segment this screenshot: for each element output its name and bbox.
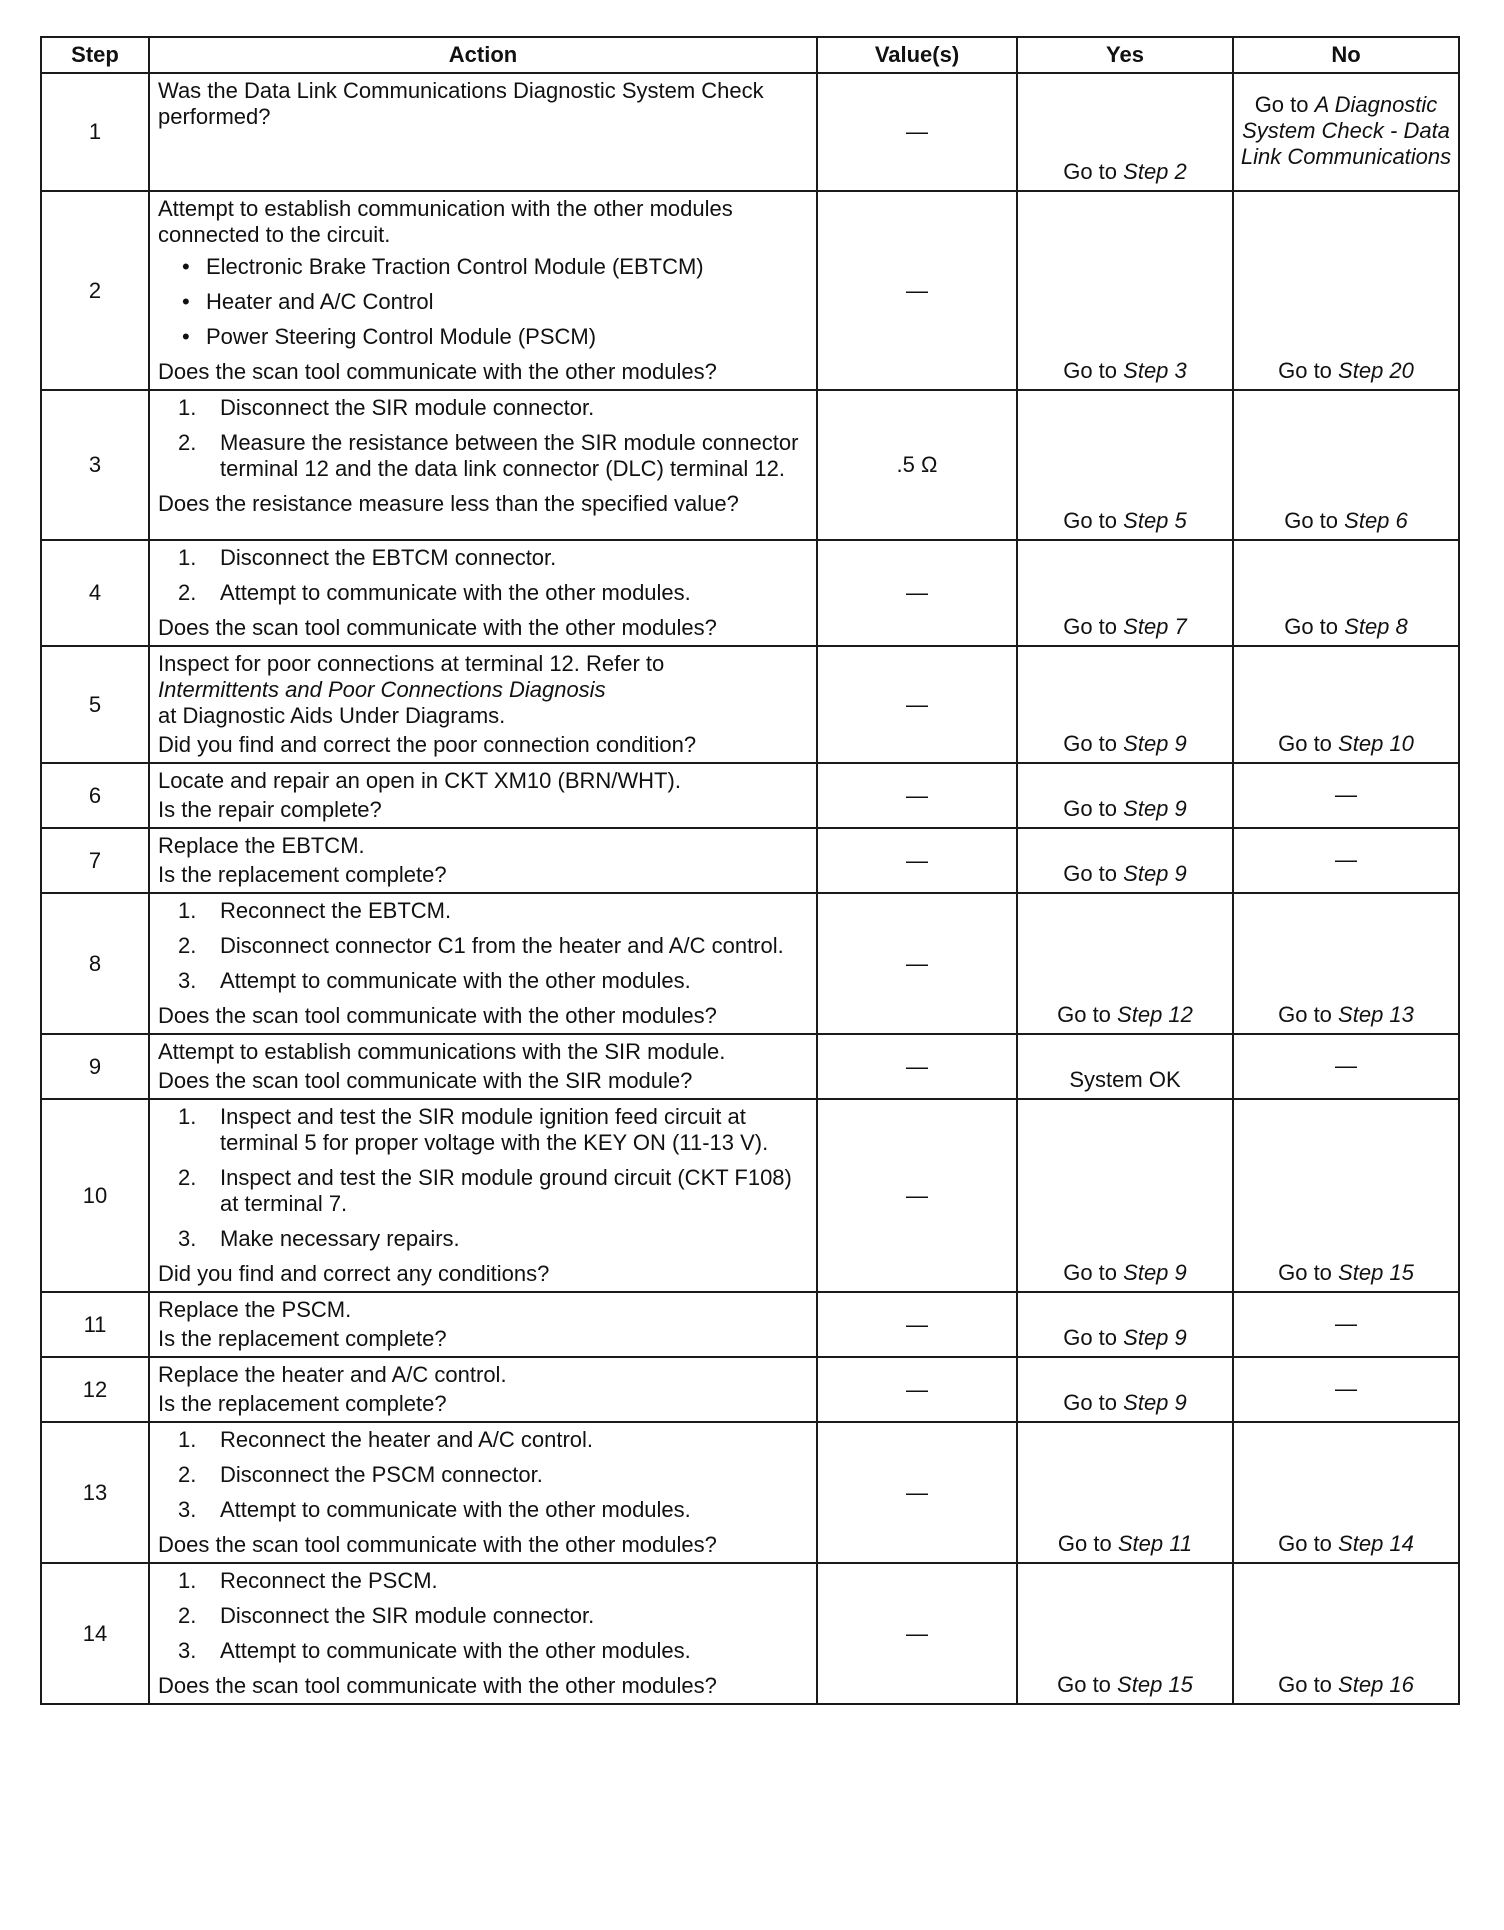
no-goto-prefix: Go to (1278, 1002, 1332, 1027)
no-step-link[interactable]: Step 14 (1338, 1531, 1414, 1556)
yes-goto-prefix: Go to (1057, 1531, 1112, 1556)
header-action: Action (149, 37, 817, 73)
step-number: 6 (41, 763, 149, 828)
no-result: — (1335, 1052, 1357, 1078)
step-number: 1 (41, 73, 149, 191)
numbered-item (158, 1104, 810, 1156)
no-cell (1233, 540, 1459, 646)
numbered-item (158, 1603, 810, 1629)
numbered-item (158, 1497, 810, 1523)
yes-goto-prefix: Go to (1063, 796, 1118, 821)
numbered-item (158, 395, 810, 421)
yes-cell (1017, 1099, 1233, 1292)
yes-cell (1017, 540, 1233, 646)
table-row (41, 1422, 1459, 1563)
action-question: Does the scan tool communicate with the other modules? (158, 1532, 717, 1557)
action-cell (149, 1357, 817, 1422)
action-intro: Was the Data Link Communications Diagnostic System Check performed? (158, 78, 764, 129)
no-cell (1233, 1563, 1459, 1704)
item-text: Reconnect the EBTCM. (220, 898, 452, 923)
yes-step-link[interactable]: Step 9 (1123, 1260, 1187, 1285)
bullet-item (158, 289, 810, 315)
table-row (41, 191, 1459, 390)
action-cell (149, 191, 817, 390)
value-cell: — (817, 1422, 1017, 1563)
yes-goto-prefix: Go to (1057, 1002, 1111, 1027)
numbered-list (158, 898, 810, 994)
step-number: 2 (41, 191, 149, 390)
yes-cell (1017, 1357, 1233, 1422)
no-goto-prefix: Go to (1278, 358, 1332, 383)
action-cell (149, 646, 817, 763)
bullet-list (158, 254, 810, 350)
step-number: 14 (41, 1563, 149, 1704)
value-cell: — (817, 540, 1017, 646)
item-text: Inspect and test the SIR module ground circuit (CKT F108) at terminal 7. (220, 1165, 792, 1216)
item-text: Make necessary repairs. (220, 1226, 460, 1251)
yes-step-link[interactable]: Step 3 (1123, 358, 1187, 383)
bullet-icon: • (182, 324, 190, 349)
value-cell: — (817, 828, 1017, 893)
step-number: 12 (41, 1357, 149, 1422)
value-cell: — (817, 1292, 1017, 1357)
yes-step-link[interactable]: Step 9 (1123, 1390, 1187, 1415)
no-step-link[interactable]: Step 13 (1338, 1002, 1414, 1027)
item-number: 2. (178, 1165, 197, 1190)
action-intro: Attempt to establish communication with the other modules connected to the circuit. (158, 196, 733, 247)
numbered-item (158, 968, 810, 994)
numbered-item (158, 1226, 810, 1252)
action-text (158, 1039, 810, 1065)
action-question: Does the scan tool communicate with the other modules? (158, 1003, 717, 1028)
table-row (41, 1099, 1459, 1292)
action-question: Does the scan tool communicate with the other modules? (158, 359, 717, 384)
no-goto-prefix: Go to (1284, 508, 1339, 533)
bullet-item (158, 324, 810, 350)
numbered-list (158, 545, 810, 606)
no-cell (1233, 1034, 1459, 1099)
no-cell (1233, 1422, 1459, 1563)
no-step-link[interactable]: Step 15 (1338, 1260, 1414, 1285)
action-text (158, 1297, 810, 1323)
no-cell (1233, 191, 1459, 390)
header-step: Step (41, 37, 149, 73)
action-text (158, 651, 810, 729)
no-cell (1233, 893, 1459, 1034)
item-number: 2. (178, 933, 197, 958)
bullet-icon: • (182, 254, 190, 279)
diagnostic-table-sheet (40, 36, 1458, 1705)
item-number: 3. (178, 1226, 197, 1251)
item-number: 1. (178, 545, 197, 570)
no-cell (1233, 1292, 1459, 1357)
table-row (41, 1292, 1459, 1357)
table-row (41, 73, 1459, 191)
table-row (41, 540, 1459, 646)
no-result: — (1335, 1375, 1357, 1401)
table-body (41, 73, 1459, 1704)
action-reference: Intermittents and Poor Connections Diagnosis (158, 677, 606, 702)
item-number: 3. (178, 968, 197, 993)
table-row (41, 763, 1459, 828)
yes-step-link[interactable]: Step 7 (1123, 614, 1187, 639)
table-row (41, 390, 1459, 540)
action-intro: Replace the heater and A/C control. (158, 1362, 507, 1387)
table-row (41, 1563, 1459, 1704)
action-cell (149, 1034, 817, 1099)
bullet-text: Heater and A/C Control (206, 289, 434, 314)
no-goto-prefix: Go to (1278, 1260, 1332, 1285)
action-cell (149, 828, 817, 893)
no-goto-prefix: Go to (1278, 1531, 1332, 1556)
action-cell (149, 1563, 817, 1704)
no-step-link[interactable]: A Diagnostic System Check - Data Link Communications (1240, 92, 1452, 169)
yes-step-link[interactable]: Step 9 (1123, 1325, 1187, 1350)
yes-result: System OK (1069, 1067, 1181, 1092)
item-number: 1. (178, 1104, 197, 1129)
item-number: 3. (178, 1638, 197, 1663)
step-number: 13 (41, 1422, 149, 1563)
numbered-item (158, 1427, 810, 1453)
yes-goto-prefix: Go to (1063, 358, 1118, 383)
yes-goto-prefix: Go to (1063, 159, 1118, 184)
value-cell: — (817, 1357, 1017, 1422)
no-cell (1233, 73, 1459, 191)
yes-cell (1017, 1034, 1233, 1099)
step-number: 11 (41, 1292, 149, 1357)
no-goto-prefix: Go to (1278, 1672, 1332, 1697)
yes-step-link[interactable]: Step 5 (1123, 508, 1187, 533)
header-no: No (1233, 37, 1459, 73)
numbered-list (158, 1427, 810, 1523)
bullet-item (158, 254, 810, 280)
yes-goto-prefix: Go to (1063, 861, 1118, 886)
item-number: 2. (178, 1462, 197, 1487)
step-number: 7 (41, 828, 149, 893)
action-question: Is the replacement complete? (158, 1391, 447, 1416)
yes-cell (1017, 1422, 1233, 1563)
numbered-item (158, 430, 810, 482)
yes-cell (1017, 646, 1233, 763)
table-row (41, 893, 1459, 1034)
item-text: Attempt to communicate with the other modules. (220, 1638, 691, 1663)
action-question: Does the scan tool communicate with the other modules? (158, 615, 717, 640)
no-cell (1233, 646, 1459, 763)
item-number: 2. (178, 580, 197, 605)
yes-step-link[interactable]: Step 15 (1117, 1672, 1193, 1697)
numbered-item (158, 1568, 810, 1594)
no-step-link[interactable]: Step 6 (1344, 508, 1408, 533)
numbered-item (158, 933, 810, 959)
action-question: Is the repair complete? (158, 797, 382, 822)
item-number: 1. (178, 1568, 197, 1593)
item-text: Disconnect connector C1 from the heater and A/C control. (220, 933, 784, 958)
yes-cell (1017, 390, 1233, 540)
yes-step-link[interactable]: Step 11 (1117, 1531, 1193, 1556)
table-row (41, 646, 1459, 763)
numbered-list (158, 1104, 810, 1252)
action-cell (149, 1292, 817, 1357)
item-text: Disconnect the PSCM connector. (220, 1462, 543, 1487)
no-cell (1233, 763, 1459, 828)
step-number: 9 (41, 1034, 149, 1099)
action-cell (149, 893, 817, 1034)
step-number: 10 (41, 1099, 149, 1292)
action-cell (149, 73, 817, 191)
value-cell: .5 Ω (817, 390, 1017, 540)
item-text: Reconnect the PSCM. (220, 1568, 438, 1593)
yes-cell (1017, 191, 1233, 390)
item-text: Attempt to communicate with the other modules. (220, 580, 691, 605)
yes-cell (1017, 828, 1233, 893)
action-question: Does the scan tool communicate with the other modules? (158, 1673, 717, 1698)
numbered-list (158, 1568, 810, 1664)
action-cell (149, 763, 817, 828)
numbered-list (158, 395, 810, 482)
value-cell: — (817, 191, 1017, 390)
yes-goto-prefix: Go to (1057, 1672, 1111, 1697)
value-cell: — (817, 646, 1017, 763)
no-goto-prefix: Go to (1278, 731, 1332, 756)
action-intro: Attempt to establish communications with the SIR module. (158, 1039, 726, 1064)
action-cell (149, 1099, 817, 1292)
action-text (158, 833, 810, 859)
step-number: 4 (41, 540, 149, 646)
yes-cell (1017, 1292, 1233, 1357)
action-cell (149, 390, 817, 540)
yes-goto-prefix: Go to (1063, 1390, 1118, 1415)
item-number: 2. (178, 430, 197, 455)
yes-step-link[interactable]: Step 9 (1123, 731, 1187, 756)
yes-goto-prefix: Go to (1063, 614, 1118, 639)
action-text (158, 196, 810, 248)
no-goto-prefix: Go to (1284, 614, 1339, 639)
yes-cell (1017, 1563, 1233, 1704)
action-text (158, 1362, 810, 1388)
yes-step-link[interactable]: Step 2 (1123, 159, 1187, 184)
step-number: 8 (41, 893, 149, 1034)
item-text: Attempt to communicate with the other modules. (220, 968, 691, 993)
action-intro: Locate and repair an open in CKT XM10 (BRN/WHT). (158, 768, 681, 793)
action-question: Does the scan tool communicate with the SIR module? (158, 1068, 693, 1093)
value-cell: — (817, 1034, 1017, 1099)
value-cell: — (817, 73, 1017, 191)
no-goto-block (1238, 92, 1454, 170)
bullet-text: Electronic Brake Traction Control Module (EBTCM) (206, 254, 704, 279)
no-cell (1233, 390, 1459, 540)
value-cell: — (817, 1099, 1017, 1292)
yes-goto-prefix: Go to (1063, 508, 1118, 533)
yes-step-link[interactable]: Step 9 (1123, 796, 1187, 821)
header-row (41, 37, 1459, 73)
numbered-item (158, 1638, 810, 1664)
item-text: Attempt to communicate with the other modules. (220, 1497, 691, 1522)
item-text: Disconnect the SIR module connector. (220, 1603, 595, 1628)
action-intro: Replace the PSCM. (158, 1297, 352, 1322)
value-cell: — (817, 763, 1017, 828)
action-question: Is the replacement complete? (158, 1326, 447, 1351)
yes-goto-prefix: Go to (1063, 1325, 1118, 1350)
action-text (158, 768, 810, 794)
action-tail: at Diagnostic Aids Under Diagrams. (158, 703, 506, 728)
yes-goto-prefix: Go to (1063, 1260, 1118, 1285)
no-cell (1233, 1099, 1459, 1292)
action-intro: Replace the EBTCM. (158, 833, 365, 858)
diagnostic-table (40, 36, 1460, 1705)
no-result: — (1335, 846, 1357, 872)
value-cell: — (817, 1563, 1017, 1704)
numbered-item (158, 580, 810, 606)
yes-cell (1017, 893, 1233, 1034)
item-number: 1. (178, 395, 197, 420)
step-number: 5 (41, 646, 149, 763)
no-result: — (1335, 1310, 1357, 1336)
no-step-link[interactable]: Step 10 (1338, 731, 1414, 756)
action-cell (149, 1422, 817, 1563)
yes-goto-prefix: Go to (1063, 731, 1118, 756)
yes-cell (1017, 73, 1233, 191)
item-text: Disconnect the SIR module connector. (220, 395, 595, 420)
yes-step-link[interactable]: Step 12 (1117, 1002, 1193, 1027)
action-question: Is the replacement complete? (158, 862, 447, 887)
yes-cell (1017, 763, 1233, 828)
value-cell: — (817, 893, 1017, 1034)
no-step-link[interactable]: Step 20 (1338, 358, 1414, 383)
item-number: 3. (178, 1497, 197, 1522)
action-question: Did you find and correct any conditions? (158, 1261, 550, 1286)
no-cell (1233, 1357, 1459, 1422)
no-cell (1233, 828, 1459, 893)
action-text (158, 78, 810, 130)
action-cell (149, 540, 817, 646)
item-number: 1. (178, 898, 197, 923)
item-text: Inspect and test the SIR module ignition feed circuit at terminal 5 for proper voltage with the KEY ON (11-13 V). (220, 1104, 769, 1155)
no-goto-prefix: Go to (1254, 92, 1309, 117)
header-values: Value(s) (817, 37, 1017, 73)
table-row (41, 1034, 1459, 1099)
numbered-item (158, 545, 810, 571)
action-intro: Inspect for poor connections at terminal 12. Refer to (158, 651, 665, 676)
table-row (41, 828, 1459, 893)
numbered-item (158, 898, 810, 924)
action-question: Does the resistance measure less than the specified value? (158, 491, 739, 516)
yes-step-link[interactable]: Step 9 (1123, 861, 1187, 886)
no-step-link[interactable]: Step 16 (1338, 1672, 1414, 1697)
item-text: Measure the resistance between the SIR module connector terminal 12 and the data link connector (DLC) terminal 12. (220, 430, 799, 481)
bullet-icon: • (182, 289, 190, 314)
item-number: 2. (178, 1603, 197, 1628)
item-text: Reconnect the heater and A/C control. (220, 1427, 594, 1452)
no-result: — (1335, 781, 1357, 807)
step-number: 3 (41, 390, 149, 540)
item-number: 1. (178, 1427, 197, 1452)
no-step-link[interactable]: Step 8 (1344, 614, 1408, 639)
item-text: Disconnect the EBTCM connector. (220, 545, 557, 570)
table-row (41, 1357, 1459, 1422)
bullet-text: Power Steering Control Module (PSCM) (206, 324, 597, 349)
action-question: Did you find and correct the poor connection condition? (158, 732, 697, 757)
numbered-item (158, 1165, 810, 1217)
numbered-item (158, 1462, 810, 1488)
header-yes: Yes (1017, 37, 1233, 73)
